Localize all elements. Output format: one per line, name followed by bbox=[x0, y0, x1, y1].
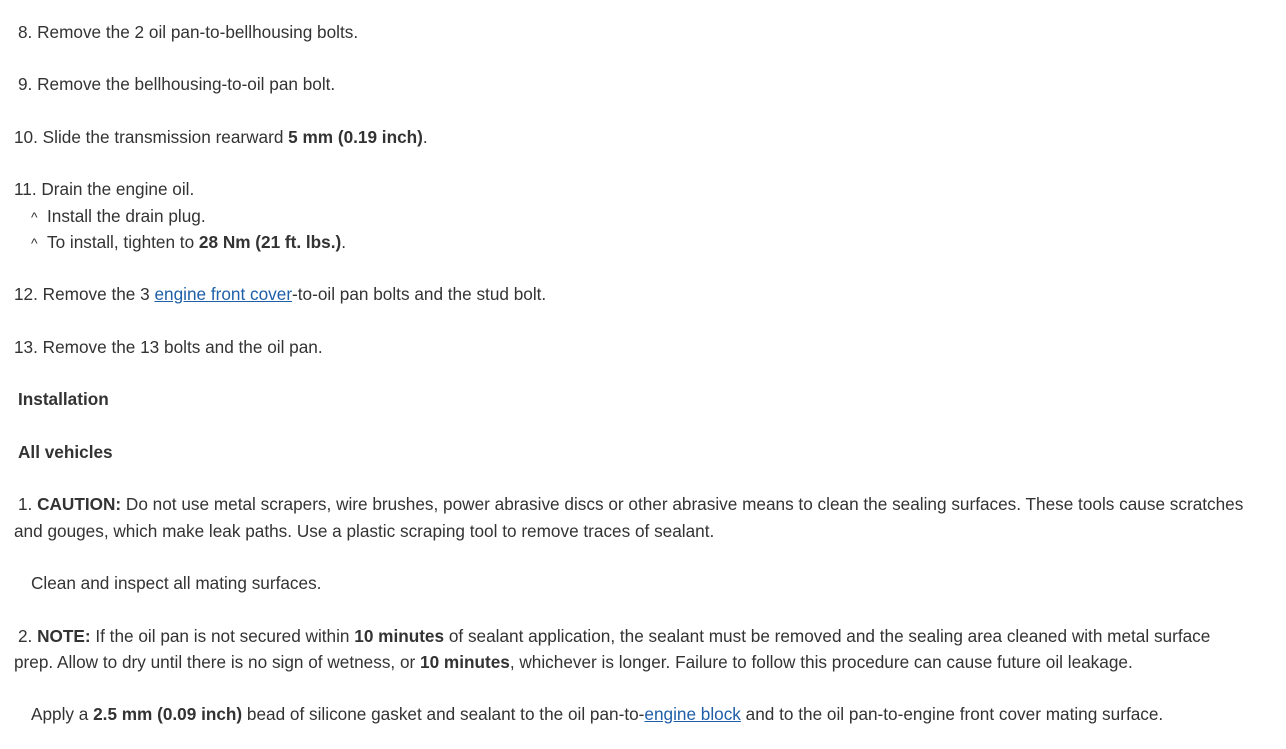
step-11-substep-2 bbox=[31, 229, 346, 256]
note-label: NOTE: bbox=[37, 626, 91, 646]
step-9-text: 9. Remove the bellhousing-to-oil pan bolt. bbox=[18, 74, 336, 94]
engine-block-link[interactable]: engine block bbox=[644, 704, 741, 724]
caret-icon: ^ bbox=[31, 235, 38, 251]
step-13 bbox=[14, 334, 323, 360]
install-step-1-action bbox=[31, 570, 321, 596]
note-text-f: , whichever is longer. Failure to follow this procedure can cause future oil leakage. bbox=[509, 652, 1133, 672]
note-text-d: prep. Allow to dry until there is no sign of wetness, or bbox=[14, 652, 421, 672]
step-12-text: 12. Remove the 3 bbox=[14, 284, 155, 304]
step-11-text: 11. Drain the engine oil. bbox=[14, 179, 195, 199]
step-9 bbox=[18, 71, 335, 97]
step-10-measure: 5 mm (0.19 inch) bbox=[288, 127, 423, 147]
caution-text-line-1: Do not use metal scrapers, wire brushes, power abrasive discs or other abrasive means to clean the sealing surfaces. These tools cause scratches bbox=[121, 494, 1244, 514]
engine-front-cover-link[interactable]: engine front cover bbox=[154, 284, 293, 304]
install-step-1-number: 1. bbox=[18, 494, 38, 514]
step-11-substep-2-end: . bbox=[341, 232, 347, 252]
install-step-1-action-text: Clean and inspect all mating surfaces. bbox=[31, 573, 322, 593]
step-13-text: 13. Remove the 13 bolts and the oil pan. bbox=[14, 337, 323, 357]
bead-size: 2.5 mm (0.09 inch) bbox=[93, 704, 243, 724]
caution-text-line-2: and gouges, which make leak paths. Use a plastic scraping tool to remove traces of sealant. bbox=[14, 521, 715, 541]
step-11-substep-1 bbox=[31, 203, 206, 230]
heading-all-vehicles-text: All vehicles bbox=[18, 442, 113, 462]
step-8-text: 8. Remove the 2 oil pan-to-bellhousing bolts. bbox=[18, 22, 359, 42]
install-step-2-note-cont bbox=[14, 649, 1133, 675]
note-text-c: of sealant application, the sealant must be removed and the sealing area cleaned with metal surface bbox=[444, 626, 1211, 646]
note-time-1: 10 minutes bbox=[354, 626, 445, 646]
install-step-2-note bbox=[18, 623, 1210, 649]
install-step-1-caution bbox=[18, 491, 1243, 517]
step-12 bbox=[14, 281, 546, 307]
action-text-d: and to the oil pan-to-engine front cover mating surface. bbox=[740, 704, 1164, 724]
caution-label: CAUTION: bbox=[37, 494, 122, 514]
step-10-text: 10. Slide the transmission rearward bbox=[14, 127, 289, 147]
action-text-c: bead of silicone gasket and sealant to the oil pan-to- bbox=[242, 704, 645, 724]
heading-all-vehicles bbox=[18, 439, 113, 465]
heading-installation-text: Installation bbox=[18, 389, 109, 409]
step-11-substep-1-text: Install the drain plug. bbox=[47, 206, 206, 226]
note-text-a: If the oil pan is not secured within bbox=[90, 626, 355, 646]
install-step-2-action bbox=[31, 701, 1163, 727]
caret-icon: ^ bbox=[31, 209, 38, 225]
step-8 bbox=[18, 19, 358, 45]
step-10 bbox=[14, 124, 428, 150]
step-11-substep-2-text: To install, tighten to bbox=[47, 232, 199, 252]
note-time-2: 10 minutes bbox=[420, 652, 510, 672]
action-text-a: Apply a bbox=[31, 704, 94, 724]
step-10-end: . bbox=[422, 127, 428, 147]
torque-spec: 28 Nm (21 ft. lbs.) bbox=[198, 232, 342, 252]
install-step-2-number: 2. bbox=[18, 626, 38, 646]
install-step-1-caution-cont bbox=[14, 518, 714, 544]
heading-installation bbox=[18, 386, 109, 412]
step-11 bbox=[14, 176, 194, 202]
step-12-end: -to-oil pan bolts and the stud bolt. bbox=[292, 284, 547, 304]
